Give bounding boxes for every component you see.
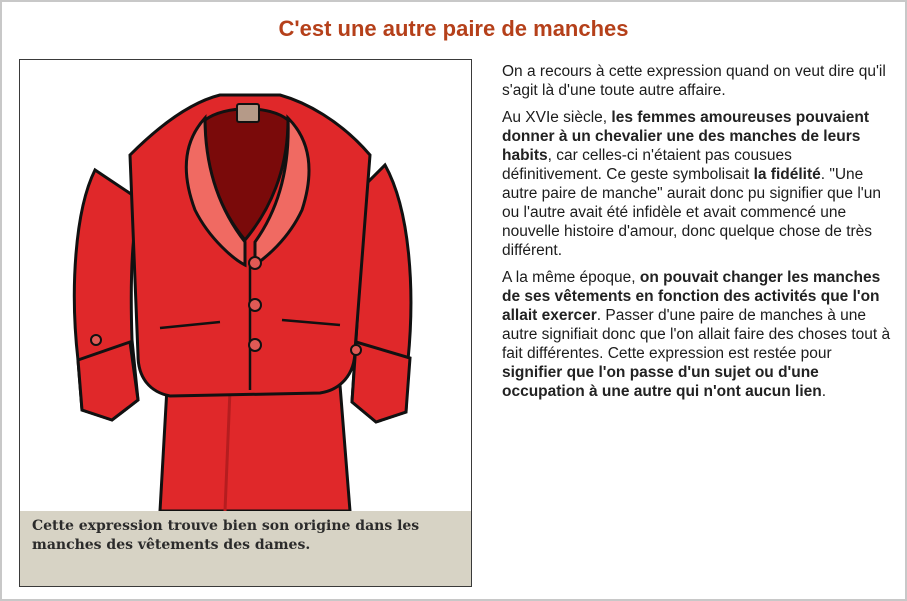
image-caption: Cette expression trouve bien son origine dans les manches des vêtements des dames. [20, 511, 471, 586]
paragraph-history: Au XVIe siècle, les femmes amoureuses pouvaient donner à un chevalier une des manches de leurs habits, car celles-ci n'étaient pas cousues définitivement. Ce geste symbolisait la fidélité. "Une autre paire de manche" aurait donc pu signifier que l'un ou l'autre avait été infidèle et avait commencé une nouvelle histoire d'amour, donc quelque chose de très différent. [502, 109, 881, 259]
illustration-box [19, 59, 472, 587]
paragraph-meaning: A la même époque, on pouvait changer les manches de ses vêtements en fonction des activités que l'on allait exercer. Passer d'une paire de manches à une autre signifiait donc que l'on allait faire des choses tout à fait différentes. Cette expression est restée pour signifier que l'on passe d'un sujet ou d'une occupation à une autre qui n'ont aucun lien. [502, 269, 891, 400]
article-text [502, 62, 894, 409]
jacket-button [249, 299, 261, 311]
red-jacket-illustration [20, 60, 471, 511]
cuff-button [91, 335, 101, 345]
right-cuff [352, 342, 410, 422]
jacket-button [249, 339, 261, 351]
label-tag [237, 104, 259, 122]
page-title: C'est une autre paire de manches [278, 16, 629, 41]
paragraph-intro: On a recours à cette expression quand on veut dire qu'il s'agit là d'une toute autre affaire. [502, 63, 886, 99]
cuff-button [351, 345, 361, 355]
jacket-button [249, 257, 261, 269]
